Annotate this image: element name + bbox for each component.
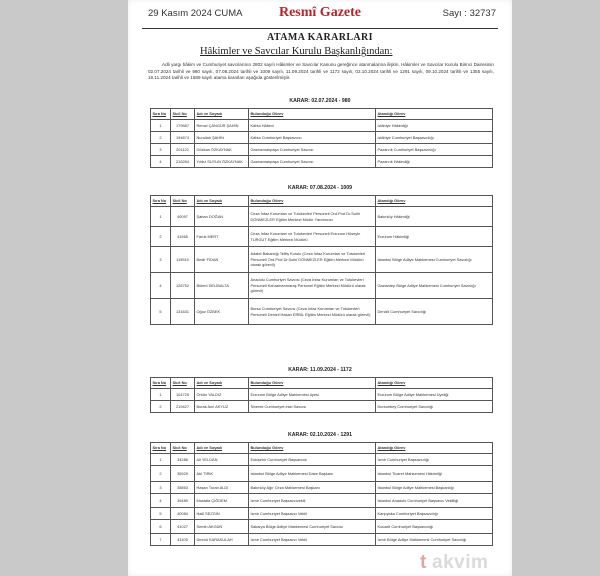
column-header: Atandığı Görev [376,378,493,389]
registry-number: 216284 [171,156,195,168]
person-name: Şaban DOĞAN [195,207,249,227]
current-post: Kâhta Cumhuriyet Başsavcısı [249,132,376,144]
assigned-post: Kocaeli Cumhuriyet Başsavcılığı [376,520,493,534]
row-number: 3 [151,144,171,156]
registry-number: 179587 [171,120,195,132]
table-row [151,494,493,508]
row-number: 5 [151,508,171,520]
current-post: İzmir Cumhuriyet Başsavcıvekili [249,494,376,508]
current-post: Bakırköy Ağır Ceza Mahkemesi Başkanı [249,482,376,494]
row-number: 6 [151,520,171,534]
person-name: Remzi ÇANGÜR ŞAHİN [195,120,249,132]
column-header: Bulunduğu Görev [249,378,376,389]
appointment-table [150,442,493,546]
registry-number: 40084 [171,508,195,520]
intro-paragraph: Adli yargı hâkim ve Cumhuriyet savcılarının 2802 sayılı Hâkimler ve Savcılar Kanunu gereğince atanmalarına ilişkin, Hâkimler ve Savcılar Kurulu Birinci Dairesinin 02.07.2024 tarihli ve 980 sayılı, 07.08.2024 tarihli ve 1009 sayılı, 11.09.2024 tarihli ve 1172 sayılı, 02.10.2024 tarihli ve 1291 sayılı, 09.10.2024 tarihli ve 1355 sayılı, 19.11.2024 tarihli ve 1589 sayılı atama kararları aşağıda gösterilmiştir. [148,62,494,81]
row-number: 2 [151,466,171,482]
column-header: Adı ve Soyadı [195,109,249,120]
assigned-post: İzlâbiye Hâkimliği [376,120,493,132]
person-name: Ali YELDAN [195,454,249,466]
current-post: Sakarya Bölge Adliye Mahkemesi Cumhuriyet Savcısı [249,520,376,534]
table-row [151,120,493,132]
column-header: Sicil No [171,196,195,207]
person-name: Mustafa ÇİĞDEM [195,494,249,508]
document-subtitle: Hâkimler ve Savcılar Kurulu Başkanlığından: [200,46,393,57]
row-number: 1 [151,454,171,466]
registry-number: 35929 [171,466,195,482]
current-post: Adalet Bakanlığı Teftiş Kurulu (Ceza İnfaz Kurumları ve Tutukevleri Personeli Ord.Prof.Dr.Sulhi DÖNMEZLER Eğitim Merkezi Müdürü olarak görevli) [249,247,376,273]
column-header: Bulunduğu Görev [249,443,376,454]
assigned-post: İzmir Cumhuriyet Başsavcılığı [376,454,493,466]
person-name: Ümmü KARAKULAH [195,534,249,546]
table-header-row [151,196,493,207]
row-number: 3 [151,482,171,494]
person-name: Faruk MERT [195,227,249,247]
watermark-t: t [420,552,427,573]
header-rule [142,28,498,29]
gazette-page [128,0,512,576]
column-header: Adı ve Soyadı [195,443,249,454]
row-number: 4 [151,494,171,508]
assigned-post: İzmir Bölge Adliye Mahkemesi Cumhuriyet Savcılığı [376,534,493,546]
person-name: Örkün YALDIZ [195,389,249,401]
person-name: Atıl TIRIK [195,466,249,482]
takvim-watermark-logo [420,552,492,572]
assigned-post: Erzurum Hâkimliği [376,227,493,247]
karar-heading: KARAR: 07.08.2024 - 1009 [287,185,352,191]
row-number: 2 [151,132,171,144]
assigned-post: İzlâbiye Cumhuriyet Başsavcılığı [376,132,493,144]
table-row [151,132,493,144]
table-header-row [151,378,493,389]
row-number: 4 [151,273,171,299]
assigned-post: Erzurum Bölge Adliye Mahkemesi Üyeliği [376,389,493,401]
table-row [151,401,493,413]
registry-number: 35853 [171,482,195,494]
column-header: Bulunduğu Görev [249,196,376,207]
row-number: 7 [151,534,171,546]
row-number: 2 [151,227,171,247]
row-number: 4 [151,156,171,168]
table-header-row [151,443,493,454]
person-name: Burak Anıl AKYÜZ [195,401,249,413]
current-post: İzmir Cumhuriyet Başsavcı Vekili [249,534,376,546]
column-header: Adı ve Soyadı [195,196,249,207]
registry-number: 41027 [171,520,195,534]
registry-number: 219427 [171,401,195,413]
table-row [151,273,493,299]
registry-number: 34286 [171,454,195,466]
appointment-table [150,195,493,325]
current-post: Anadolu Cumhuriyet Savcısı (Ceza İnfaz Kurumları ve Tutukevleri Personeli Kahramanmaraş Personel Eğitim Merkezi Müdürü olarak görevli) [249,273,376,299]
table-row [151,389,493,401]
karar-heading: KARAR: 02.10.2024 - 1291 [287,432,352,438]
table-row [151,156,493,168]
document-title: ATAMA KARARLARI [267,32,373,43]
person-name: Bedir FİDAN [195,247,249,273]
assigned-post: Denizli Cumhuriyet Savcılığı [376,299,493,325]
person-name: Gözkan ÖZKAYNAK [195,144,249,156]
row-number: 5 [151,299,171,325]
column-header: Atandığı Görev [376,443,493,454]
current-post: Siverek Cumhuriyet eski Savcısı [249,401,376,413]
watermark-text: akvim [432,552,489,573]
column-header: Sıra No [151,443,171,454]
column-header: Atandığı Görev [376,109,493,120]
person-name: Bülent DELİBALTA [195,273,249,299]
table-row [151,466,493,482]
registry-number: 194674 [171,132,195,144]
appointment-table [150,377,493,413]
table-row [151,299,493,325]
person-name: Semih AKGÜN [195,520,249,534]
column-header: Sicil No [171,378,195,389]
table-row [151,144,493,156]
table-row [151,454,493,466]
current-post: Gaziosmanpaşa Cumhuriyet Savcısı [249,156,376,168]
assigned-post: İstanbul Bölge Adliye Mahkemesi Başkanlığı [376,482,493,494]
assigned-post: Bakırköy Hâkimliği [376,207,493,227]
column-header: Adı ve Soyadı [195,378,249,389]
current-post: İstanbul Bölge Adliye Mahkemesi Daire Başkanı [249,466,376,482]
column-header: Sicil No [171,109,195,120]
person-name: Hasan Turan ALDI [195,482,249,494]
current-post: İzmir Cumhuriyet Başsavcı Vekili [249,508,376,520]
row-number: 3 [151,247,171,273]
current-post: Gaziosmanpaşa Cumhuriyet Savcısı [249,144,376,156]
person-name: Halil SEZGİN [195,508,249,520]
assigned-post: Gaziantep Bölge Adliye Mahkemesi Cumhuriyet Savcılığı [376,273,493,299]
registry-number: 41565 [171,227,195,247]
row-number: 1 [151,389,171,401]
assigned-post: İstanbul Ticaret Mahkemesi Hâkimliği [376,466,493,482]
table-row [151,227,493,247]
column-header: Sıra No [151,109,171,120]
column-header: Bulunduğu Görev [249,109,376,120]
registry-number: 104725 [171,389,195,401]
column-header: Sicil No [171,443,195,454]
issue-number: Sayı : 32737 [442,8,496,19]
registry-number: 119519 [171,247,195,273]
assigned-post: İstanbul Bölge Adliye Mahkemesi Cumhuriyet Savcılığı [376,247,493,273]
registry-number: 201122 [171,144,195,156]
row-number: 1 [151,207,171,227]
column-header: Atandığı Görev [376,196,493,207]
column-header: Sıra No [151,196,171,207]
gazette-title: Resmî Gazete [278,5,362,20]
person-name: Oğuz ÖZBEK [195,299,249,325]
table-row [151,482,493,494]
table-row [151,534,493,546]
registry-number: 126752 [171,273,195,299]
person-name: Nurullah ŞAHİN [195,132,249,144]
current-post: Ceza İnfaz Kurumları ve Tutukevleri Personeli Ord.Prof.Dr.Sulhi DÖNMEZLER Eğitim Merkezi Müdür Yardımcısı [249,207,376,227]
current-post: Kâhta Hâkimi [249,120,376,132]
row-number: 1 [151,120,171,132]
assigned-post: Dursunbey Cumhuriyet Savcılığı [376,401,493,413]
assigned-post: İstanbul Anadolu Cumhuriyet Başsavcı Vekilliği [376,494,493,508]
header-date: 29 Kasım 2024 CUMA [148,8,243,19]
current-post: Ceza İnfaz Kurumları ve Tutukevleri Personeli Erzurum Hüseyin TURGUT Eğitim Merkezi Müdürü [249,227,376,247]
karar-heading: KARAR: 02.07.2024 - 980 [289,98,351,104]
table-row [151,508,493,520]
person-name: Yıldız SUYUN ÖZKAYNAK [195,156,249,168]
karar-heading: KARAR: 11.09.2024 - 1172 [288,367,352,373]
assigned-post: Pazarcık Hâkimliği [376,156,493,168]
table-row [151,247,493,273]
page-header [128,6,512,24]
table-header-row [151,109,493,120]
registry-number: 131631 [171,299,195,325]
registry-number: 39489 [171,494,195,508]
registry-number: 40097 [171,207,195,227]
current-post: Bursa Cumhuriyet Savcısı (Ceza İnfaz Kurumları ve Tutukevleri Personeli Denizli Hasan ERBİL Eğitim Merkezi Müdürü olarak görevli) [249,299,376,325]
row-number: 2 [151,401,171,413]
registry-number: 41105 [171,534,195,546]
current-post: Erzurum Bölge Adliye Mahkemesi üyesi [249,389,376,401]
appointment-table [150,108,493,168]
assigned-post: Karşıyaka Cumhuriyet Başsavcılığı [376,508,493,520]
table-row [151,207,493,227]
assigned-post: Pazarcık Cumhuriyet Başsavcılığı [376,144,493,156]
table-row [151,520,493,534]
current-post: Eskişehir Cumhuriyet Başsavcısı [249,454,376,466]
column-header: Sıra No [151,378,171,389]
